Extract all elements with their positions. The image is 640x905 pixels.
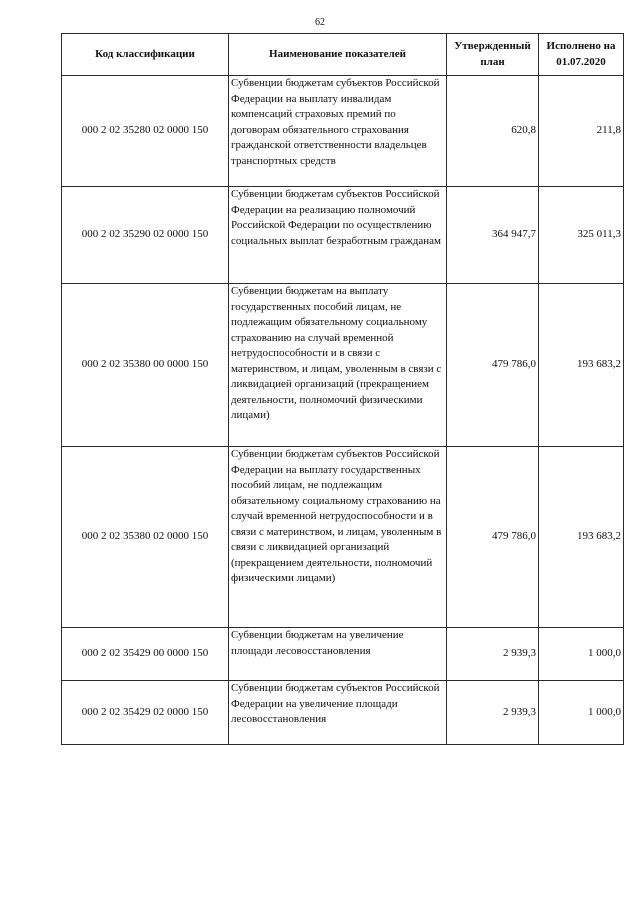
row-executed: 1 000,0: [539, 681, 624, 745]
header-name: Наименование показателей: [229, 34, 447, 76]
row-name: Субвенции бюджетам на выплату государственных пособий лицам, не подлежащим обязательному социальному страхованию на случай временной нетрудоспособности и в связи с материнством, и лицам, уволенным в связи с ликвидацией организаций (прекращением деятельности, полномочий физическими лицами): [229, 284, 447, 447]
row-code: 000 2 02 35429 00 0000 150: [62, 628, 229, 681]
row-executed: 325 011,3: [539, 187, 624, 284]
row-name: Субвенции бюджетам субъектов Российской Федерации на реализацию полномочий Российской Федерации по осуществлению социальных выплат безработным гражданам: [229, 187, 447, 284]
table-header-row: [62, 34, 624, 76]
table-row: [62, 284, 624, 447]
row-name: Субвенции бюджетам на увеличение площади лесовосстановления: [229, 628, 447, 681]
row-code: 000 2 02 35380 00 0000 150: [62, 284, 229, 447]
header-executed: Исполнено на 01.07.2020: [539, 34, 624, 76]
row-plan: 479 786,0: [447, 284, 539, 447]
row-code: 000 2 02 35380 02 0000 150: [62, 447, 229, 628]
row-plan: 2 939,3: [447, 681, 539, 745]
row-executed: 193 683,2: [539, 284, 624, 447]
header-plan: Утвержденный план: [447, 34, 539, 76]
row-plan: 620,8: [447, 76, 539, 187]
row-code: 000 2 02 35290 02 0000 150: [62, 187, 229, 284]
table-row: [62, 628, 624, 681]
table-row: [62, 187, 624, 284]
header-code: Код классификации: [62, 34, 229, 76]
row-executed: 193 683,2: [539, 447, 624, 628]
page-number: 62: [315, 17, 325, 28]
row-name: Субвенции бюджетам субъектов Российской Федерации на выплату государственных пособий лицам, не подлежащим обязательному социальному страхованию на случай временной нетрудоспособности и в связи с материнством, и лицам, уволенным в связи с ликвидацией организаций (прекращением деятельности, полномочий физическими лицами): [229, 447, 447, 628]
row-plan: 2 939,3: [447, 628, 539, 681]
row-plan: 479 786,0: [447, 447, 539, 628]
table-row: [62, 681, 624, 745]
table-row: [62, 447, 624, 628]
budget-table: [61, 33, 624, 745]
row-code: 000 2 02 35429 02 0000 150: [62, 681, 229, 745]
row-plan: 364 947,7: [447, 187, 539, 284]
row-code: 000 2 02 35280 02 0000 150: [62, 76, 229, 187]
table-row: [62, 76, 624, 187]
row-name: Субвенции бюджетам субъектов Российской Федерации на выплату инвалидам компенсаций страховых премий по договорам обязательного страхования гражданской ответственности владельцев транспортных средств: [229, 76, 447, 187]
row-name: Субвенции бюджетам субъектов Российской Федерации на увеличение площади лесовосстановления: [229, 681, 447, 745]
row-executed: 211,8: [539, 76, 624, 187]
row-executed: 1 000,0: [539, 628, 624, 681]
